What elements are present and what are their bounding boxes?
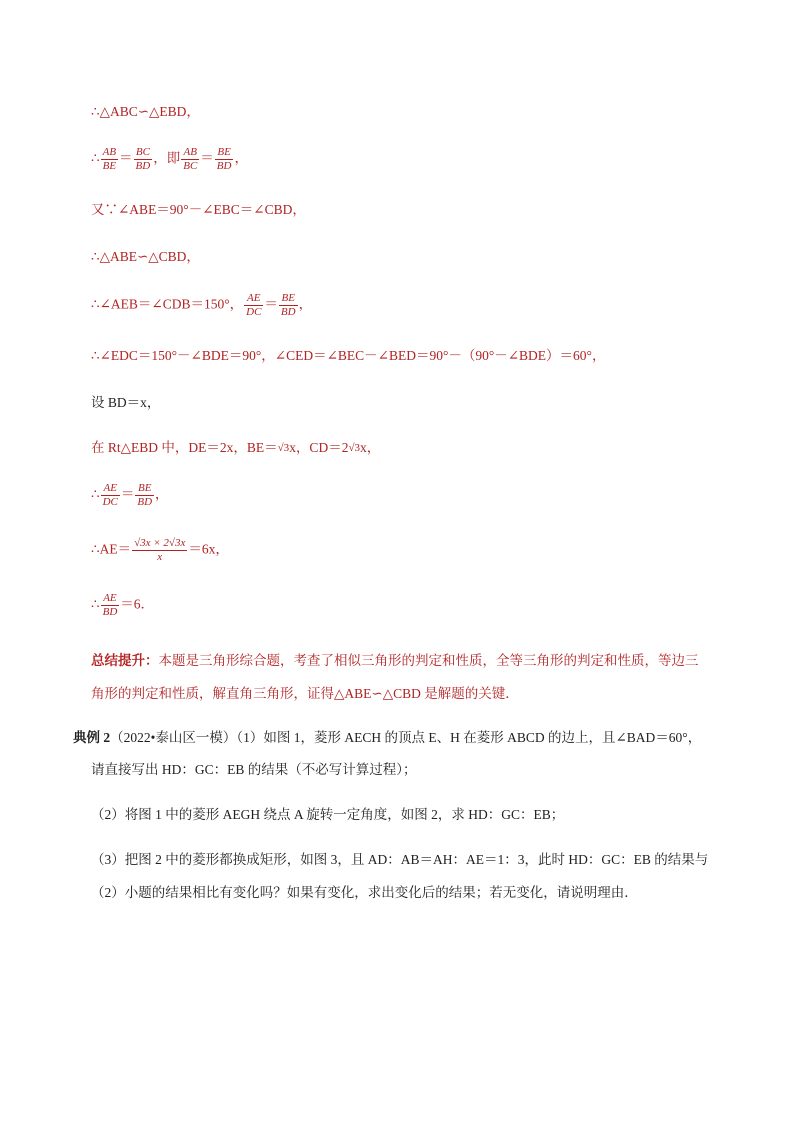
proof-line-6-text: ∴∠EDC＝150°－∠BDE＝90°，∠CED＝∠BEC－∠BED＝90°－（90°－∠BDE）＝60°， bbox=[91, 348, 606, 363]
therefore-symbol: ∴ bbox=[91, 596, 100, 612]
numerator: BC bbox=[134, 146, 153, 160]
therefore-symbol: ∴ bbox=[91, 486, 100, 502]
fraction bbox=[132, 537, 187, 564]
text: 在 Rt△EBD 中，DE＝2x，BE＝ bbox=[91, 440, 278, 455]
proof-line-10 bbox=[91, 537, 229, 564]
fraction bbox=[134, 146, 153, 173]
proof-line-4 bbox=[91, 248, 200, 266]
example-text: （2）小题的结果相比有变化吗？如果有变化，求出变化后的结果；若无变化，请说明理由． bbox=[91, 885, 638, 900]
proof-line-2: ∴ $\frac{AB}{BE}$ ＝ $\frac{BC}{BD}$ ，即 $\frac{AB}{BC}$ ＝ $\frac{BE}{BD}$ ， bbox=[91, 146, 248, 172]
fraction bbox=[101, 482, 120, 509]
denominator: x bbox=[157, 551, 163, 563]
numerator: AE bbox=[101, 482, 120, 496]
text: x， bbox=[360, 440, 381, 455]
text: ∴AE＝ bbox=[91, 541, 132, 557]
summary-text: 本题是三角形综合题，考查了相似三角形的判定和性质，全等三角形的判定和性质，等边三 bbox=[158, 653, 699, 668]
example-label: 典例 2 bbox=[73, 730, 111, 745]
text: ∴∠AEB＝∠CDB＝150°， bbox=[91, 296, 244, 312]
example-text: （3）把图 2 中的菱形都换成矩形，如图 3，且 AD：AB＝AH：AE＝1：3，此时 HD：GC：EB 的结果与 bbox=[91, 852, 709, 867]
proof-line-9: ∴ $\frac{AE}{DC}$ ＝ $\frac{BE}{BD}$ ， bbox=[91, 482, 169, 508]
proof-line-11 bbox=[91, 592, 154, 619]
example-line-4 bbox=[91, 851, 708, 869]
proof-line-1-text: ∴△ABC∽△EBD， bbox=[91, 104, 200, 119]
proof-line-3 bbox=[91, 201, 306, 219]
denominator: BD bbox=[102, 606, 118, 618]
denominator: BD bbox=[135, 160, 151, 172]
summary-line-1 bbox=[91, 652, 699, 670]
proof-line-7-text: 设 BD＝x， bbox=[91, 395, 161, 410]
therefore-symbol: ∴ bbox=[91, 150, 100, 166]
denominator: BC bbox=[183, 160, 198, 172]
numerator: AE bbox=[244, 292, 263, 306]
proof-line-6 bbox=[91, 347, 605, 365]
proof-line-3-text: 又∵∠ABE＝90°－∠EBC＝∠CBD， bbox=[91, 202, 306, 217]
numerator: BE bbox=[135, 482, 154, 496]
numerator: √3x × 2√3x bbox=[134, 537, 186, 549]
denominator: BD bbox=[216, 160, 232, 172]
text: ，即 bbox=[153, 150, 181, 166]
numerator: AE bbox=[101, 592, 120, 606]
example-line-1 bbox=[73, 729, 701, 747]
denominator: DC bbox=[102, 496, 118, 508]
proof-line-8 bbox=[91, 439, 380, 458]
text: ， bbox=[234, 150, 248, 166]
fraction bbox=[244, 292, 263, 319]
text: ， bbox=[298, 296, 313, 312]
example-text: （2）将图 1 中的菱形 AEGH 绕点 A 旋转一定角度，如图 2，求 HD：GC：EB； bbox=[91, 807, 565, 822]
text: x，CD＝2 bbox=[289, 440, 349, 455]
denominator: DC bbox=[246, 306, 262, 318]
denominator: BD bbox=[280, 306, 296, 318]
fraction bbox=[101, 592, 120, 619]
sqrt-expression: √3 bbox=[277, 442, 290, 454]
example-line-5 bbox=[91, 884, 638, 902]
denominator: BE bbox=[102, 160, 117, 172]
summary-line-2 bbox=[91, 685, 519, 703]
fraction bbox=[279, 292, 298, 319]
summary-label: 总结提升： bbox=[91, 653, 159, 668]
proof-line-4-text: ∴△ABE∽△CBD， bbox=[91, 249, 200, 264]
fraction bbox=[101, 146, 118, 173]
numerator: AB bbox=[181, 146, 199, 160]
example-text: 请直接写出 HD：GC：EB 的结果（不必写计算过程）； bbox=[91, 762, 417, 777]
fraction bbox=[215, 146, 234, 173]
text: ＝6． bbox=[120, 596, 155, 612]
summary-text: 角形的判定和性质，解直角三角形，证得△ABE∽△CBD 是解题的关键． bbox=[91, 686, 519, 701]
text: ， bbox=[155, 486, 169, 502]
proof-line-7 bbox=[91, 394, 160, 412]
example-line-2 bbox=[91, 761, 417, 779]
fraction bbox=[135, 482, 154, 509]
fraction bbox=[181, 146, 199, 173]
numerator: BE bbox=[215, 146, 234, 160]
example-text: （2022•泰山区一模）（1）如图 1，菱形 AECH 的顶点 E、H 在菱形 ABCD 的边上，且∠BAD＝60°， bbox=[110, 730, 702, 745]
sqrt-expression: √3 bbox=[348, 442, 360, 454]
denominator: BD bbox=[137, 496, 153, 508]
numerator: AB bbox=[102, 146, 117, 158]
numerator: BE bbox=[279, 292, 298, 306]
proof-line-1 bbox=[91, 103, 200, 121]
example-line-3 bbox=[91, 806, 564, 824]
proof-line-5: ∴∠AEB＝∠CDB＝150°， $\frac{AE}{DC}$ ＝ $\frac{BE}{BD}$ ， bbox=[91, 292, 313, 318]
text: ＝6x， bbox=[188, 541, 229, 557]
